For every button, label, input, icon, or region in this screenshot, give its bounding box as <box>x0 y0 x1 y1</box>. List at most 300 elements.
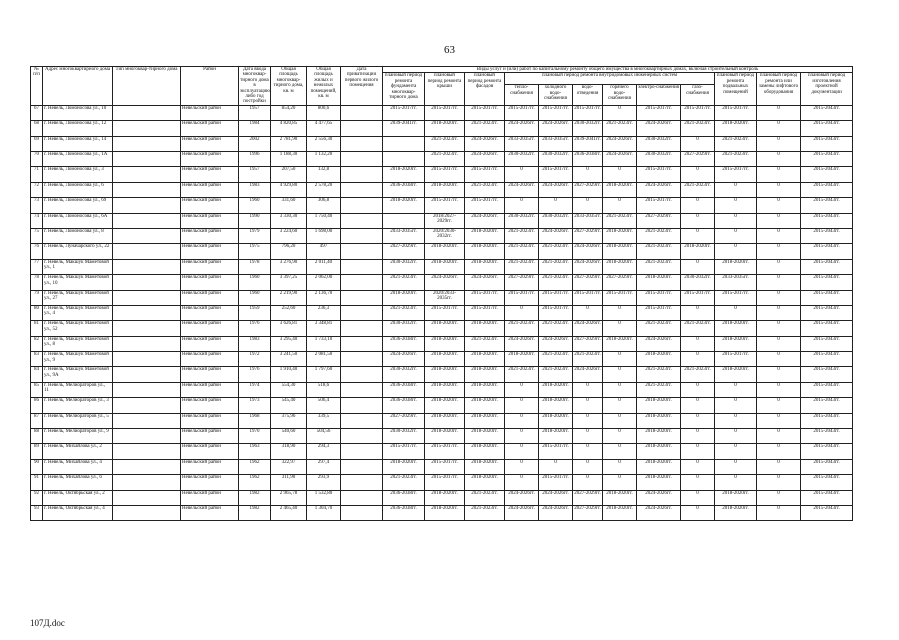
cell-hw: 2024-2026гг. <box>603 136 637 151</box>
cell-dist: Невельский район <box>181 444 239 459</box>
cell-el: 0 <box>757 352 801 367</box>
cell-cw: 2015-2017гг. <box>539 290 573 305</box>
cell-e: 2015-2017гг. <box>637 198 681 213</box>
table-row <box>31 475 853 490</box>
cell-b: 0 <box>715 459 757 474</box>
cell-priv <box>341 198 383 213</box>
cell-dist: Невельский район <box>181 182 239 197</box>
cell-r: 2015-2017гг. <box>425 167 465 182</box>
cell-s: 2024-2026гг. <box>573 321 603 336</box>
cell-s: 2030-2032гг. <box>573 121 603 136</box>
cell-fa: 2015-2017гг. <box>465 167 505 182</box>
cell-hw: 2018-2020гг. <box>603 182 637 197</box>
cell-s: 0 <box>573 475 603 490</box>
table-row <box>31 105 853 120</box>
cell-g: 2015-2017гг. <box>681 105 715 120</box>
cell-hw: 0 <box>603 321 637 336</box>
cell-dist: Невельский район <box>181 105 239 120</box>
cell-el: 0 <box>757 182 801 197</box>
cell-r: 2018-2020гг. <box>425 490 465 505</box>
cell-el: 0 <box>757 490 801 505</box>
table-body <box>31 105 853 521</box>
cell-n: 69 <box>31 136 43 151</box>
cell-priv <box>341 121 383 136</box>
cell-at: 4 820,85 <box>271 121 307 136</box>
cell-hw: 0 <box>603 167 637 182</box>
cell-al: 3 348,81 <box>307 321 341 336</box>
cell-addr: г. Невель, Макшук Маметовой ул., 9А <box>43 367 113 382</box>
cell-h: 2030-2032гг. <box>505 213 539 228</box>
cell-h: 2024-2026гг. <box>505 490 539 505</box>
cell-f: 2015-2017гг. <box>383 105 425 120</box>
cell-n: 80 <box>31 305 43 320</box>
cell-al: 2 081,50 <box>307 352 341 367</box>
cell-h: 2021-2023гг. <box>505 228 539 243</box>
cell-n: 77 <box>31 259 43 274</box>
cell-al: 2 136,70 <box>307 290 341 305</box>
cell-priv <box>341 352 383 367</box>
table-row <box>31 444 853 459</box>
cell-al: 2 011,40 <box>307 259 341 274</box>
table-row <box>31 490 853 505</box>
cell-f: 2036-2038гг. <box>383 398 425 413</box>
cell-fa: 2018-2020гг. <box>465 444 505 459</box>
cell-dist: Невельский район <box>181 382 239 397</box>
cell-addr: г. Невель, Мелиораторов ул., 5 <box>43 413 113 428</box>
table-row <box>31 198 853 213</box>
cell-at: 3 241,50 <box>271 352 307 367</box>
cell-f: 2021-2023гг. <box>383 305 425 320</box>
page-number: 63 <box>444 44 455 56</box>
table-row <box>31 336 853 351</box>
cell-e: 2018-2020гг. <box>637 352 681 367</box>
cell-d: 2015-2043гг. <box>801 321 853 336</box>
cell-at: 554,30 <box>271 382 307 397</box>
cell-b: 2021-2023гг. <box>715 136 757 151</box>
cell-n: 89 <box>31 444 43 459</box>
cell-n: 73 <box>31 198 43 213</box>
cell-s: 0 <box>573 398 603 413</box>
cell-g: 0 <box>681 490 715 505</box>
cell-year: 1957 <box>239 167 271 182</box>
cell-b: 2018-2020гг. <box>715 121 757 136</box>
cell-priv <box>341 259 383 274</box>
header-address: Адрес многоквартирного дома <box>43 67 113 106</box>
table-row <box>31 259 853 274</box>
table-row <box>31 382 853 397</box>
cell-at: 3 330,30 <box>271 213 307 228</box>
cell-b: 0 <box>715 429 757 444</box>
cell-el: 0 <box>757 275 801 290</box>
cell-d: 2015-2043гг. <box>801 136 853 151</box>
cell-h: 2021-2023гг. <box>505 244 539 259</box>
cell-dist: Невельский район <box>181 244 239 259</box>
cell-fa: 2018-2020гг. <box>465 352 505 367</box>
cell-cw: 2021-2023гг. <box>539 259 573 274</box>
cell-h: 2015-2017гг. <box>505 105 539 120</box>
cell-at: 2 219,90 <box>271 290 307 305</box>
cell-al: 497 <box>307 244 341 259</box>
cell-cw: 2024-2026гг. <box>539 228 573 243</box>
cell-h: 2024-2026гг. <box>505 121 539 136</box>
cell-cw: 2030-2032гг. <box>539 213 573 228</box>
cell-e: 2018-2020гг. <box>637 398 681 413</box>
header-internal-systems: плановый период ремонта внутридомовых инженерных систем <box>505 73 715 85</box>
cell-h: 0 <box>505 459 539 474</box>
cell-e: 2021-2023гг. <box>637 321 681 336</box>
cell-year: 1978 <box>239 259 271 274</box>
cell-el: 0 <box>757 336 801 351</box>
cell-s: 0 <box>573 198 603 213</box>
cell-el: 0 <box>757 398 801 413</box>
cell-g: 2021-2023гг. <box>681 121 715 136</box>
cell-s: 2039-2041гг. <box>573 136 603 151</box>
cell-el: 0 <box>757 459 801 474</box>
cell-g: 2015-2017гг. <box>681 290 715 305</box>
cell-al: 132,8 <box>307 167 341 182</box>
cell-n: 84 <box>31 367 43 382</box>
cell-hw: 0 <box>603 198 637 213</box>
cell-d: 2015-2043гг. <box>801 475 853 490</box>
cell-priv <box>341 182 383 197</box>
cell-year: 1976 <box>239 321 271 336</box>
cell-cw: 0 <box>539 459 573 474</box>
cell-n: 85 <box>31 382 43 397</box>
cell-el: 0 <box>757 167 801 182</box>
cell-g: 2021-2023гг. <box>681 367 715 382</box>
cell-e: 2024-2026гг. <box>637 490 681 505</box>
cell-priv <box>341 167 383 182</box>
cell-el: 0 <box>757 506 801 521</box>
cell-b: 2018-2020гг. <box>715 490 757 505</box>
header-heat: тепло-снабжения <box>505 85 539 105</box>
cell-e: 2024-2026гг. <box>637 336 681 351</box>
cell-r: 2018-2020гг. <box>425 182 465 197</box>
cell-priv <box>341 429 383 444</box>
cell-at: 540,60 <box>271 429 307 444</box>
cell-r: 2020/2033-2035гг. <box>425 290 465 305</box>
cell-dist: Невельский район <box>181 336 239 351</box>
cell-year: 1996 <box>239 152 271 167</box>
cell-e: 2021-2023гг. <box>637 367 681 382</box>
cell-f: 2030-2032гг. <box>383 321 425 336</box>
cell-g: 0 <box>681 429 715 444</box>
cell-el: 0 <box>757 152 801 167</box>
cell-f: 2015-2017гг. <box>383 444 425 459</box>
cell-fa: 2018-2020гг. <box>465 475 505 490</box>
cell-b: 0 <box>715 182 757 197</box>
cell-hw: 2024-2026гг. <box>603 152 637 167</box>
cell-dist: Невельский район <box>181 121 239 136</box>
cell-r: 2015-2017гг. <box>425 105 465 120</box>
cell-cw: 2021-2023гг. <box>539 367 573 382</box>
cell-h: 2021-2023гг. <box>505 367 539 382</box>
table-row <box>31 244 853 259</box>
cell-e: 2015-2017гг. <box>637 305 681 320</box>
cell-r: 2018-2020гг. <box>425 398 465 413</box>
cell-s: 0 <box>573 305 603 320</box>
cell-e: 2018-2020гг. <box>637 275 681 290</box>
cell-g: 0 <box>681 475 715 490</box>
table-row <box>31 413 853 428</box>
cell-at: 796,20 <box>271 244 307 259</box>
cell-el: 0 <box>757 259 801 274</box>
cell-h: 2024-2026гг. <box>505 182 539 197</box>
cell-el: 0 <box>757 290 801 305</box>
cell-at: 3 626,81 <box>271 321 307 336</box>
cell-h: 2027-2029гг. <box>505 275 539 290</box>
cell-e: 2015-2017гг. <box>637 290 681 305</box>
cell-el: 0 <box>757 305 801 320</box>
cell-g: 0 <box>681 352 715 367</box>
cell-fa: 2015-2017гг. <box>465 290 505 305</box>
cell-priv <box>341 136 383 151</box>
cell-d: 2015-2043гг. <box>801 182 853 197</box>
header-foundation: плановый период ремонта фундамента многоквар-тирного дома <box>383 73 425 105</box>
header-sewer: водо-отведения <box>573 85 603 105</box>
cell-type <box>113 275 181 290</box>
cell-n: 70 <box>31 152 43 167</box>
cell-h: 0 <box>505 475 539 490</box>
cell-r: 2018/2027-2029гг. <box>425 213 465 228</box>
cell-el: 0 <box>757 382 801 397</box>
cell-cw: 2015-2017гг. <box>539 167 573 182</box>
header-roof: плановый период ремонта крыши <box>425 73 465 105</box>
header-hot-water: горячего водо-снабжения <box>603 85 637 105</box>
cell-fa: 2021-2023гг. <box>465 490 505 505</box>
cell-year: 1962 <box>239 459 271 474</box>
cell-addr: г. Невель, Макшук Маметовой ул., 27 <box>43 290 113 305</box>
header-gas: газо-снабжения <box>681 85 715 105</box>
cell-type <box>113 367 181 382</box>
cell-d: 2015-2043гг. <box>801 198 853 213</box>
cell-dist: Невельский район <box>181 367 239 382</box>
cell-hw: 0 <box>603 413 637 428</box>
cell-el: 0 <box>757 228 801 243</box>
cell-r: 2018-2020гг. <box>425 321 465 336</box>
cell-dist: Невельский район <box>181 136 239 151</box>
cell-addr: г. Невель, Ломоносова ул., 1А <box>43 152 113 167</box>
cell-d: 2015-2043гг. <box>801 444 853 459</box>
cell-h: 0 <box>505 305 539 320</box>
cell-h: 0 <box>505 382 539 397</box>
cell-at: 2 465,40 <box>271 506 307 521</box>
cell-n: 88 <box>31 429 43 444</box>
cell-priv <box>341 105 383 120</box>
cell-year: 1983 <box>239 336 271 351</box>
cell-g: 0 <box>681 198 715 213</box>
cell-fa: 2018-2020гг. <box>465 259 505 274</box>
cell-cw: 2015-2017гг. <box>539 475 573 490</box>
cell-h: 0 <box>505 429 539 444</box>
cell-at: 854,20 <box>271 105 307 120</box>
cell-year: 1962 <box>239 475 271 490</box>
cell-h: 0 <box>505 413 539 428</box>
cell-at: 1 910,40 <box>271 367 307 382</box>
cell-type <box>113 305 181 320</box>
cell-el: 0 <box>757 321 801 336</box>
cell-e: 2018-2020гг. <box>637 413 681 428</box>
cell-el: 0 <box>757 413 801 428</box>
cell-at: 375,96 <box>271 413 307 428</box>
cell-addr: г. Невель, Михайлова ул., 2 <box>43 444 113 459</box>
cell-n: 86 <box>31 398 43 413</box>
cell-dist: Невельский район <box>181 305 239 320</box>
cell-at: 252,60 <box>271 305 307 320</box>
cell-al: 2 556,30 <box>307 136 341 151</box>
cell-type <box>113 382 181 397</box>
cell-dist: Невельский район <box>181 490 239 505</box>
cell-f: 2018-2020гг. <box>383 167 425 182</box>
cell-hw: 2027-2029гг. <box>603 275 637 290</box>
cell-year: 1982 <box>239 506 271 521</box>
cell-f: 2036-2038гг. <box>383 490 425 505</box>
cell-addr: г. Невель, Ломоносова ул., 6 <box>43 182 113 197</box>
cell-b: 0 <box>715 198 757 213</box>
cell-g: 0 <box>681 136 715 151</box>
cell-dist: Невельский район <box>181 228 239 243</box>
cell-hw: 2018-2020гг. <box>603 490 637 505</box>
cell-year: 1957 <box>239 105 271 120</box>
cell-hw: 2018-2020гг. <box>603 244 637 259</box>
cell-al: 518,6 <box>307 382 341 397</box>
cell-e: 2024-2026гг. <box>637 182 681 197</box>
cell-g: 2030-2032гг. <box>681 275 715 290</box>
cell-priv <box>341 444 383 459</box>
cell-at: 3 295,40 <box>271 336 307 351</box>
cell-addr: г. Невель, Октябрьская ул., 4 <box>43 506 113 521</box>
cell-priv <box>341 398 383 413</box>
cell-type <box>113 259 181 274</box>
cell-cw: 2018-2020гг. <box>539 398 573 413</box>
cell-al: 4 477,65 <box>307 121 341 136</box>
cell-priv <box>341 213 383 228</box>
cell-b: 2018-2020гг. <box>715 259 757 274</box>
table-row <box>31 459 853 474</box>
cell-priv <box>341 475 383 490</box>
cell-hw: 0 <box>603 382 637 397</box>
cell-s: 0 <box>573 444 603 459</box>
cell-al: 1 532,80 <box>307 490 341 505</box>
cell-g: 0 <box>681 398 715 413</box>
cell-el: 0 <box>757 429 801 444</box>
cell-r: 2018-2020гг. <box>425 244 465 259</box>
cell-s: 0 <box>573 459 603 474</box>
cell-d: 2015-2043гг. <box>801 490 853 505</box>
cell-n: 79 <box>31 290 43 305</box>
cell-s: 2015-2017гг. <box>573 105 603 120</box>
cell-cw: 2021-2023гг. <box>539 321 573 336</box>
cell-el: 0 <box>757 475 801 490</box>
header-facade: плановый период ремонта фасадов <box>465 73 505 105</box>
cell-e: 2021-2023гг. <box>637 382 681 397</box>
cell-year: 1974 <box>239 382 271 397</box>
cell-year: 1970 <box>239 429 271 444</box>
cell-g: 0 <box>681 506 715 521</box>
cell-at: 311,90 <box>271 475 307 490</box>
cell-el: 0 <box>757 136 801 151</box>
cell-type <box>113 167 181 182</box>
cell-d: 2015-2043гг. <box>801 167 853 182</box>
cell-year: 1959 <box>239 305 271 320</box>
cell-d: 2015-2043гг. <box>801 244 853 259</box>
cell-b: 0 <box>715 413 757 428</box>
cell-al: 2 062,00 <box>307 275 341 290</box>
table-row <box>31 290 853 305</box>
cell-addr: г. Невель, Октябрьская ул., 2 <box>43 490 113 505</box>
cell-cw: 2018-2020гг. <box>539 429 573 444</box>
cell-r: 2024-2026гг. <box>425 275 465 290</box>
cell-cw: 2024-2026гг. <box>539 490 573 505</box>
cell-b: 2018-2020гг. <box>715 321 757 336</box>
cell-at: 3 397,25 <box>271 275 307 290</box>
cell-at: 4 929,80 <box>271 182 307 197</box>
cell-at: 207,50 <box>271 167 307 182</box>
cell-al: 504,56 <box>307 429 341 444</box>
cell-fa: 2018-2020гг. <box>465 429 505 444</box>
cell-fa: 2024-2026гг. <box>465 136 505 151</box>
cell-e: 2018-2020гг. <box>637 475 681 490</box>
cell-el: 0 <box>757 367 801 382</box>
cell-fa: 2018-2020гг. <box>465 321 505 336</box>
cell-d: 2015-2043гг. <box>801 290 853 305</box>
cell-hw: 0 <box>603 475 637 490</box>
cell-at: 545,40 <box>271 398 307 413</box>
cell-r: 2015-2017гг. <box>425 444 465 459</box>
cell-type <box>113 352 181 367</box>
cell-r: 2015-2017гг. <box>425 475 465 490</box>
cell-dist: Невельский район <box>181 167 239 182</box>
cell-dist: Невельский район <box>181 413 239 428</box>
cell-f: 2036-2038гг. <box>383 506 425 521</box>
cell-e: 2021-2023гг. <box>637 228 681 243</box>
table-row <box>31 506 853 521</box>
header-design-docs: плановый период изготовления проектной документации <box>801 73 853 105</box>
cell-s: 0 <box>573 167 603 182</box>
cell-dist: Невельский район <box>181 506 239 521</box>
cell-d: 2015-2043гг. <box>801 275 853 290</box>
cell-b: 0 <box>715 305 757 320</box>
cell-g: 2021-2023гг. <box>681 321 715 336</box>
header-year: Дата ввода многоквар-тирного дома в эксплуатацию либо год постройки <box>240 67 270 105</box>
table-row <box>31 121 853 136</box>
cell-dist: Невельский район <box>181 152 239 167</box>
cell-cw: 2024-2026гг. <box>539 182 573 197</box>
cell-f: 2018-2020гг. <box>383 198 425 213</box>
cell-f: 2024-2026гг. <box>383 352 425 367</box>
cell-cw: 2030-2032гг. <box>539 152 573 167</box>
cell-cw: 2024-2026гг. <box>539 121 573 136</box>
cell-fa: 2021-2023гг. <box>465 182 505 197</box>
header-works-group: Виды услуг и (или) работ по капитальному ремонту общего имущества в многоквартирных домах, включая строительный контроль <box>383 67 853 73</box>
cell-hw: 2021-2023гг. <box>603 213 637 228</box>
cell-n: 72 <box>31 182 43 197</box>
cell-f: 2018-2020гг. <box>383 290 425 305</box>
cell-at: 322,97 <box>271 459 307 474</box>
cell-d: 2015-2043гг. <box>801 398 853 413</box>
cell-year: 1960 <box>239 290 271 305</box>
cell-r: 2018-2020гг. <box>425 367 465 382</box>
cell-addr: г. Невель, Ломоносова ул., 14 <box>43 136 113 151</box>
cell-hw: 0 <box>603 459 637 474</box>
cell-at: 318,90 <box>271 444 307 459</box>
cell-cw: 2024-2026гг. <box>539 336 573 351</box>
cell-fa: 2024-2026гг. <box>465 213 505 228</box>
table-row <box>31 305 853 320</box>
cell-b: 2015-2017гг. <box>715 352 757 367</box>
cell-fa: 2018-2020гг. <box>465 228 505 243</box>
cell-cw: 2018-2020гг. <box>539 413 573 428</box>
